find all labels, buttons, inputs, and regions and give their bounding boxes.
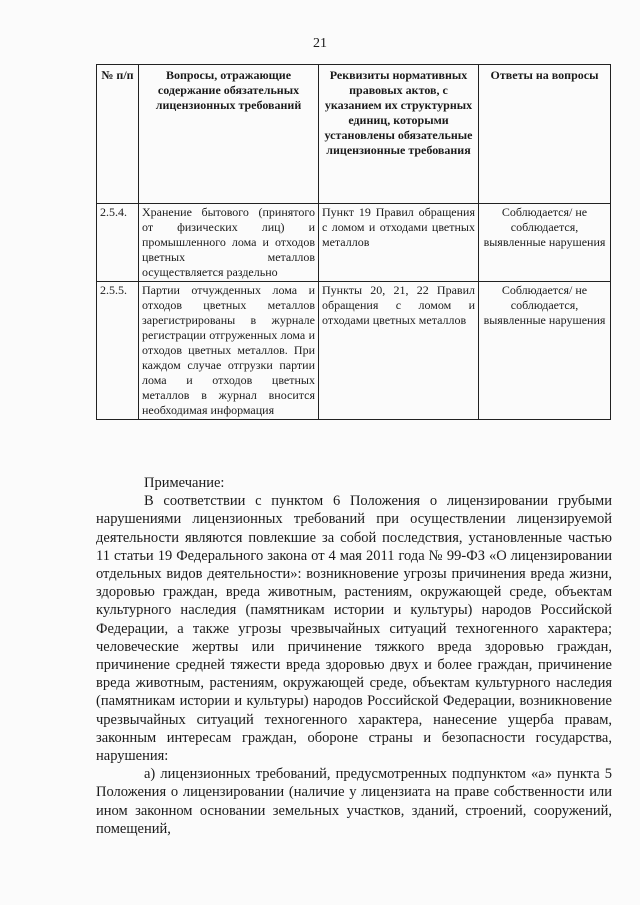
row-requisites: Пункты 20, 21, 22 Правил обращения с ломом и отходами цветных металлов xyxy=(319,282,479,420)
note-title: Примечание: xyxy=(144,475,225,491)
row-question: Партии отчужденных лома и отходов цветных металлов зарегистрированы в журнале регистрации отгруженных лома и отходов цветных металлов. При каждом случае отгрузки партии лома и отходов цветных металлов в журнал вносится необходимая информация xyxy=(139,282,319,420)
row-requisites: Пункт 19 Правил обращения с ломом и отходами цветных металлов xyxy=(319,204,479,282)
table-row xyxy=(97,282,611,420)
note-paragraph: а) лицензионных требований, предусмотренных подпунктом «а» пункта 5 Положения о лицензировании (наличие у лицензиата на праве собственности или ином законном основании земельных участков, зданий, строений, сооружений, помещений, xyxy=(96,766,612,837)
header-answers: Ответы на вопросы xyxy=(479,65,611,204)
header-questions: Вопросы, отражающие содержание обязательных лицензионных требований xyxy=(139,65,319,204)
note-paragraph: В соответствии с пунктом 6 Положения о лицензировании грубыми нарушениями лицензионных требований при осуществлении лицензируемой деятельности являются повлекшие за собой последствия, установленные частью 11 статьи 19 Федерального закона от 4 мая 2011 года № 99-ФЗ «О лицензировании отдельных видов деятельности»: возникновение угрозы причинения вреда жизни, здоровью граждан, вреда животным, растениям, окружающей среде, объектам культурного наследия (памятникам истории и культуры) народов Российской Федерации, а также угрозы чрезвычайных ситуаций техногенного характера; человеческие жертвы или причинение тяжкого вреда здоровью граждан, причинение средней тяжести вреда здоровью двух и более граждан, причинение вреда животным, растениям, окружающей среде, объектам культурного наследия (памятникам истории и культуры) народов Российской Федерации, возникновение чрезвычайных ситуаций техногенного характера, нанесение ущерба правам, законным интересам граждан, обороне страны и безопасности государства, нарушения: xyxy=(96,493,612,765)
page-number: 21 xyxy=(313,36,327,51)
note-section xyxy=(96,474,612,838)
row-number: 2.5.4. xyxy=(97,204,139,282)
table-row xyxy=(97,204,611,282)
license-requirements-table xyxy=(96,64,611,420)
row-question: Хранение бытового (принятого от физических лиц) и промышленного лома и отходов цветных металлов осуществляется раздельно xyxy=(139,204,319,282)
header-number: № п/п xyxy=(97,65,139,204)
row-answer: Соблюдается/ не соблюдается, выявленные нарушения xyxy=(479,282,611,420)
row-number: 2.5.5. xyxy=(97,282,139,420)
table-header-row xyxy=(97,65,611,204)
row-answer: Соблюдается/ не соблюдается, выявленные нарушения xyxy=(479,204,611,282)
header-requisites: Реквизиты нормативных правовых актов, с указанием их структурных единиц, которыми установлены обязательные лицензионные требования xyxy=(319,65,479,204)
